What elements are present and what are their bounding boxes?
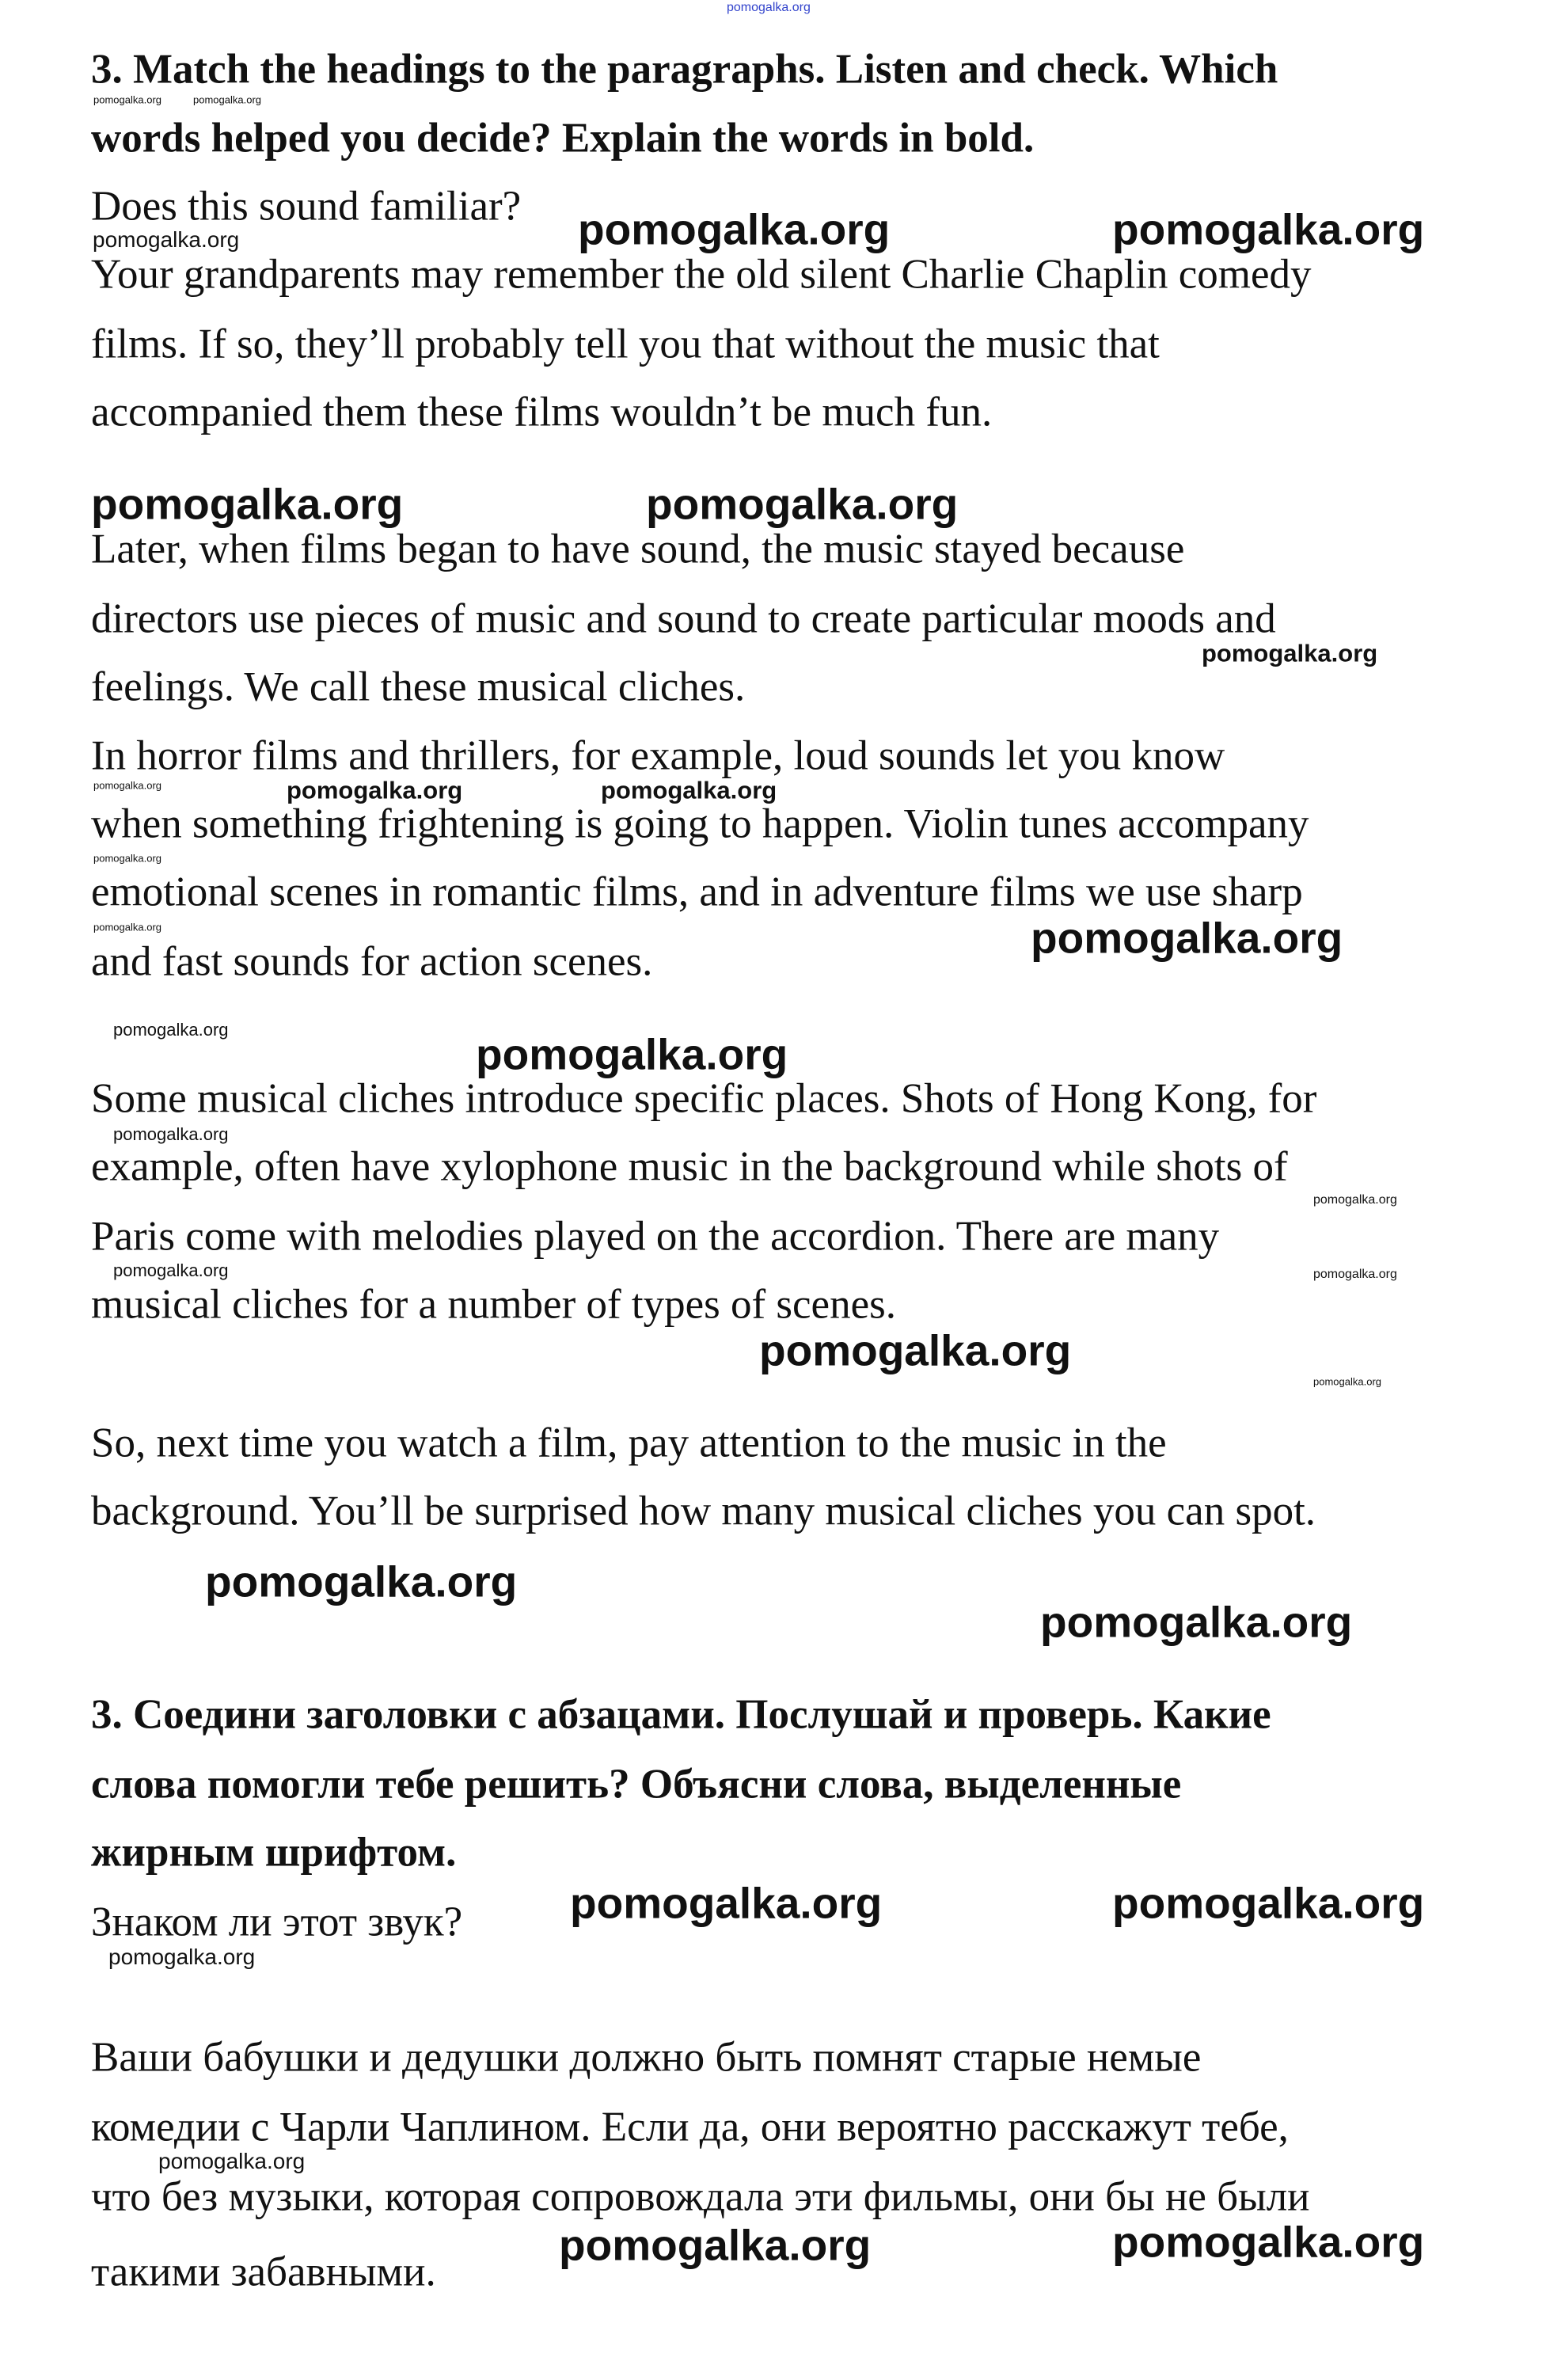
watermark: pomogalka.org [759,1325,1072,1375]
watermark: pomogalka.org [108,1945,256,1969]
watermark: pomogalka.org [559,2220,872,2270]
exercise-heading: words helped you decide? Explain the words in bold. [91,115,1035,162]
watermark: pomogalka.org [727,1,811,14]
paragraph-line-ru: комедии с Чарли Чаплином. Если да, они вероятно расскажут тебе, [91,2104,1289,2150]
paragraph-line-ru: такими забавными. [91,2249,436,2295]
subheading: Does this sound familiar? [91,183,522,230]
paragraph-line: example, often have xylophone music in the background while shots of [91,1143,1288,1190]
watermark: pomogalka.org [601,776,777,804]
watermark: pomogalka.org [113,1260,229,1280]
paragraph-line: musical cliches for a number of types of scenes. [91,1281,896,1328]
paragraph-line: directors use pieces of music and sound to create particular moods and [91,595,1276,642]
watermark: pomogalka.org [1202,639,1378,667]
watermark: pomogalka.org [1112,204,1425,254]
paragraph-line: films. If so, they’ll probably tell you that without the music that [91,321,1160,367]
paragraph-line: when something frightening is going to happen. Violin tunes accompany [91,800,1309,847]
paragraph-line-ru: Ваши бабушки и дедушки должно быть помнят старые немые [91,2034,1202,2081]
paragraph-line: and fast sounds for action scenes. [91,938,653,985]
watermark: pomogalka.org [1112,2217,1425,2267]
paragraph-line: So, next time you watch a film, pay attention to the music in the [91,1420,1167,1466]
watermark: pomogalka.org [1313,1268,1397,1281]
paragraph-line: Your grandparents may remember the old silent Charlie Chaplin comedy [91,251,1312,298]
watermark: pomogalka.org [646,479,959,529]
paragraph-line: In horror films and thrillers, for example, loud sounds let you know [91,732,1225,779]
watermark: pomogalka.org [205,1557,518,1606]
watermark: pomogalka.org [113,1020,229,1040]
watermark: pomogalka.org [476,1029,788,1079]
watermark: pomogalka.org [91,479,404,529]
watermark: pomogalka.org [578,204,891,254]
watermark: pomogalka.org [1040,1597,1353,1647]
subheading-ru: Знаком ли этот звук? [91,1899,463,1945]
watermark: pomogalka.org [287,776,463,804]
watermark: pomogalka.org [1313,1375,1381,1388]
paragraph-line: feelings. We call these musical cliches. [91,663,746,710]
watermark: pomogalka.org [93,227,240,252]
watermark: pomogalka.org [193,93,261,106]
paragraph-line: background. You’ll be surprised how many musical cliches you can spot. [91,1488,1316,1534]
paragraph-line: Paris come with melodies played on the accordion. There are many [91,1213,1220,1260]
watermark: pomogalka.org [93,779,161,792]
paragraph-line: accompanied them these films wouldn’t be much fun. [91,389,993,435]
watermark: pomogalka.org [93,93,161,106]
paragraph-line: Later, when films began to have sound, the music stayed because [91,526,1185,572]
exercise-heading-ru: слова помогли тебе решить? Объясни слова, выделенные [91,1761,1182,1808]
watermark: pomogalka.org [113,1124,229,1144]
paragraph-line-ru: что без музыки, которая сопровождала эти фильмы, они бы не были [91,2173,1310,2220]
paragraph-line: Some musical cliches introduce specific places. Shots of Hong Kong, for [91,1075,1317,1122]
watermark: pomogalka.org [158,2149,306,2173]
exercise-heading-ru: жирным шрифтом. [91,1829,457,1876]
watermark: pomogalka.org [93,921,161,933]
exercise-heading-ru: 3. Соедини заголовки с абзацами. Послушай и проверь. Какие [91,1691,1271,1738]
exercise-heading: 3. Match the headings to the paragraphs. Listen and check. Which [91,46,1278,93]
watermark: pomogalka.org [1112,1878,1425,1928]
watermark: pomogalka.org [1031,913,1343,963]
paragraph-line: emotional scenes in romantic films, and in adventure films we use sharp [91,869,1303,915]
watermark: pomogalka.org [570,1878,883,1928]
watermark: pomogalka.org [93,852,161,865]
watermark: pomogalka.org [1313,1193,1397,1207]
